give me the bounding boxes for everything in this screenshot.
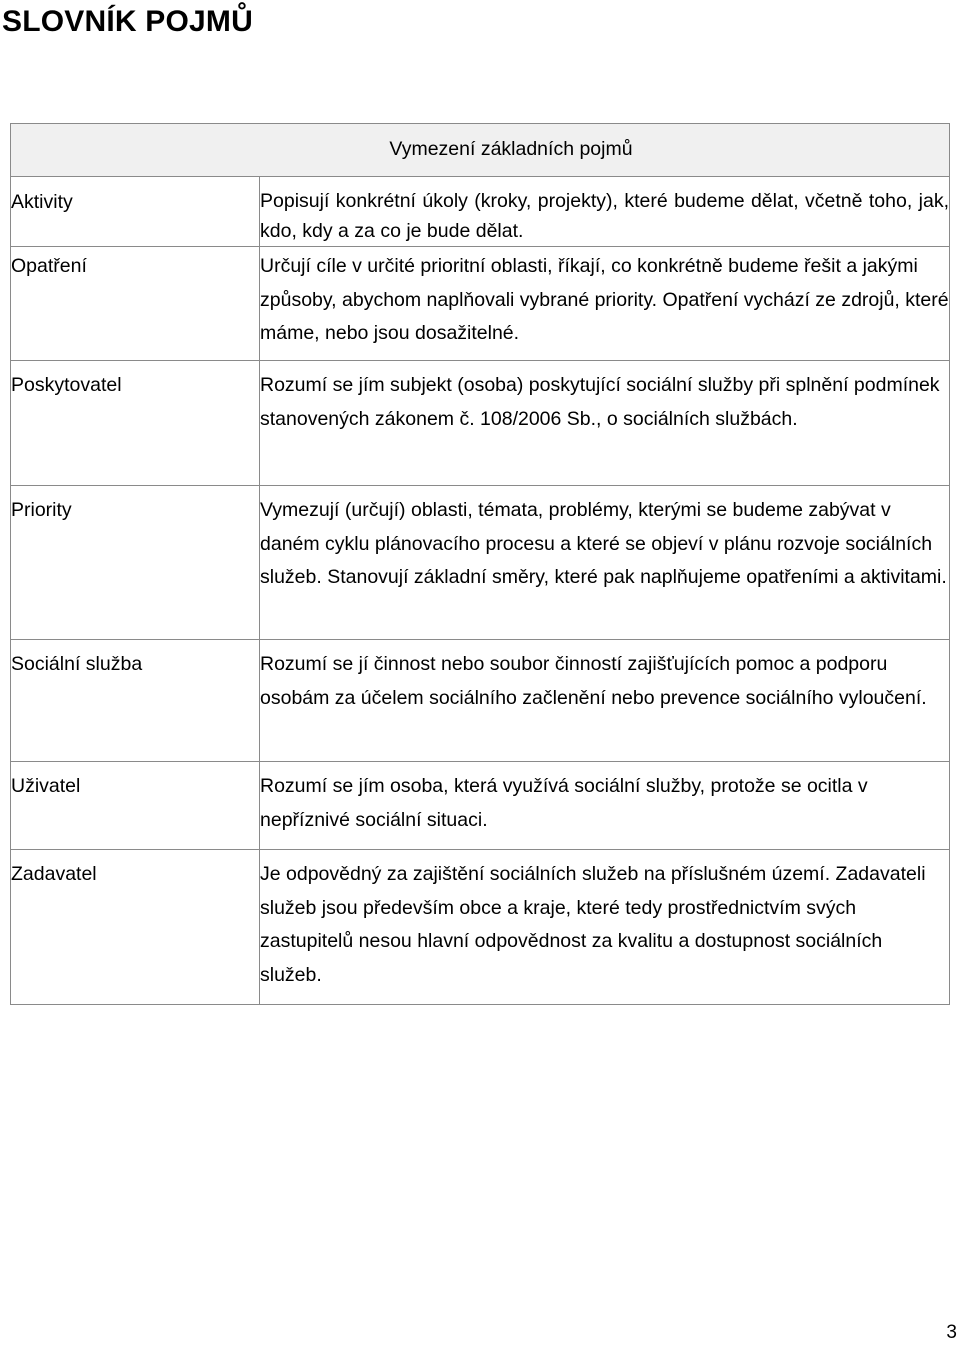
definition-cell: Popisují konkrétní úkoly (kroky, projekty), které budeme dělat, včetně toho, jak, kdo, kdy a za co je bude dělat. [260, 177, 950, 247]
term-cell: Zadavatel [11, 850, 260, 1005]
table-header-row [11, 124, 950, 177]
term-cell: Opatření [11, 247, 260, 361]
table-row [11, 177, 950, 247]
table-row [11, 762, 950, 850]
definition-cell: Vymezují (určují) oblasti, témata, problémy, kterými se budeme zabývat v daném cyklu plánovacího procesu a které se objeví v plánu rozvoje sociálních služeb. Stanovují základní směry, které pak naplňujeme opatřeními a aktivitami. [260, 486, 950, 640]
term-cell: Sociální služba [11, 640, 260, 762]
definition-cell: Rozumí se jím subjekt (osoba) poskytující sociální služby při splnění podmínek stanovených zákonem č. 108/2006 Sb., o sociálních službách. [260, 361, 950, 486]
page-title: SLOVNÍK POJMŮ [2, 5, 253, 38]
table-row [11, 850, 950, 1005]
term-cell: Uživatel [11, 762, 260, 850]
table-row [11, 247, 950, 361]
definition-cell: Určují cíle v určité prioritní oblasti, říkají, co konkrétně budeme řešit a jakými způsoby, abychom naplňovali vybrané priority. Opatření vychází ze zdrojů, které máme, nebo jsou dosažitelné. [260, 247, 950, 361]
table-row [11, 486, 950, 640]
table-row [11, 640, 950, 762]
term-cell: Aktivity [11, 177, 260, 247]
definition-cell: Rozumí se jím osoba, která využívá sociální služby, protože se ocitla v nepříznivé sociální situaci. [260, 762, 950, 850]
term-cell: Priority [11, 486, 260, 640]
term-cell: Poskytovatel [11, 361, 260, 486]
definition-cell: Je odpovědný za zajištění sociálních služeb na příslušném území. Zadavateli služeb jsou především obce a kraje, které tedy prostřednictvím svých zastupitelů nesou hlavní odpovědnost za kvalitu a dostupnost sociálních služeb. [260, 850, 950, 1005]
table-header: Vymezení základních pojmů [11, 124, 950, 177]
table-row [11, 361, 950, 486]
definition-cell: Rozumí se jí činnost nebo soubor činností zajišťujících pomoc a podporu osobám za účelem sociálního začlenění nebo prevence sociálního vyloučení. [260, 640, 950, 762]
glossary-table [10, 123, 950, 1005]
page-number: 3 [946, 1322, 957, 1343]
